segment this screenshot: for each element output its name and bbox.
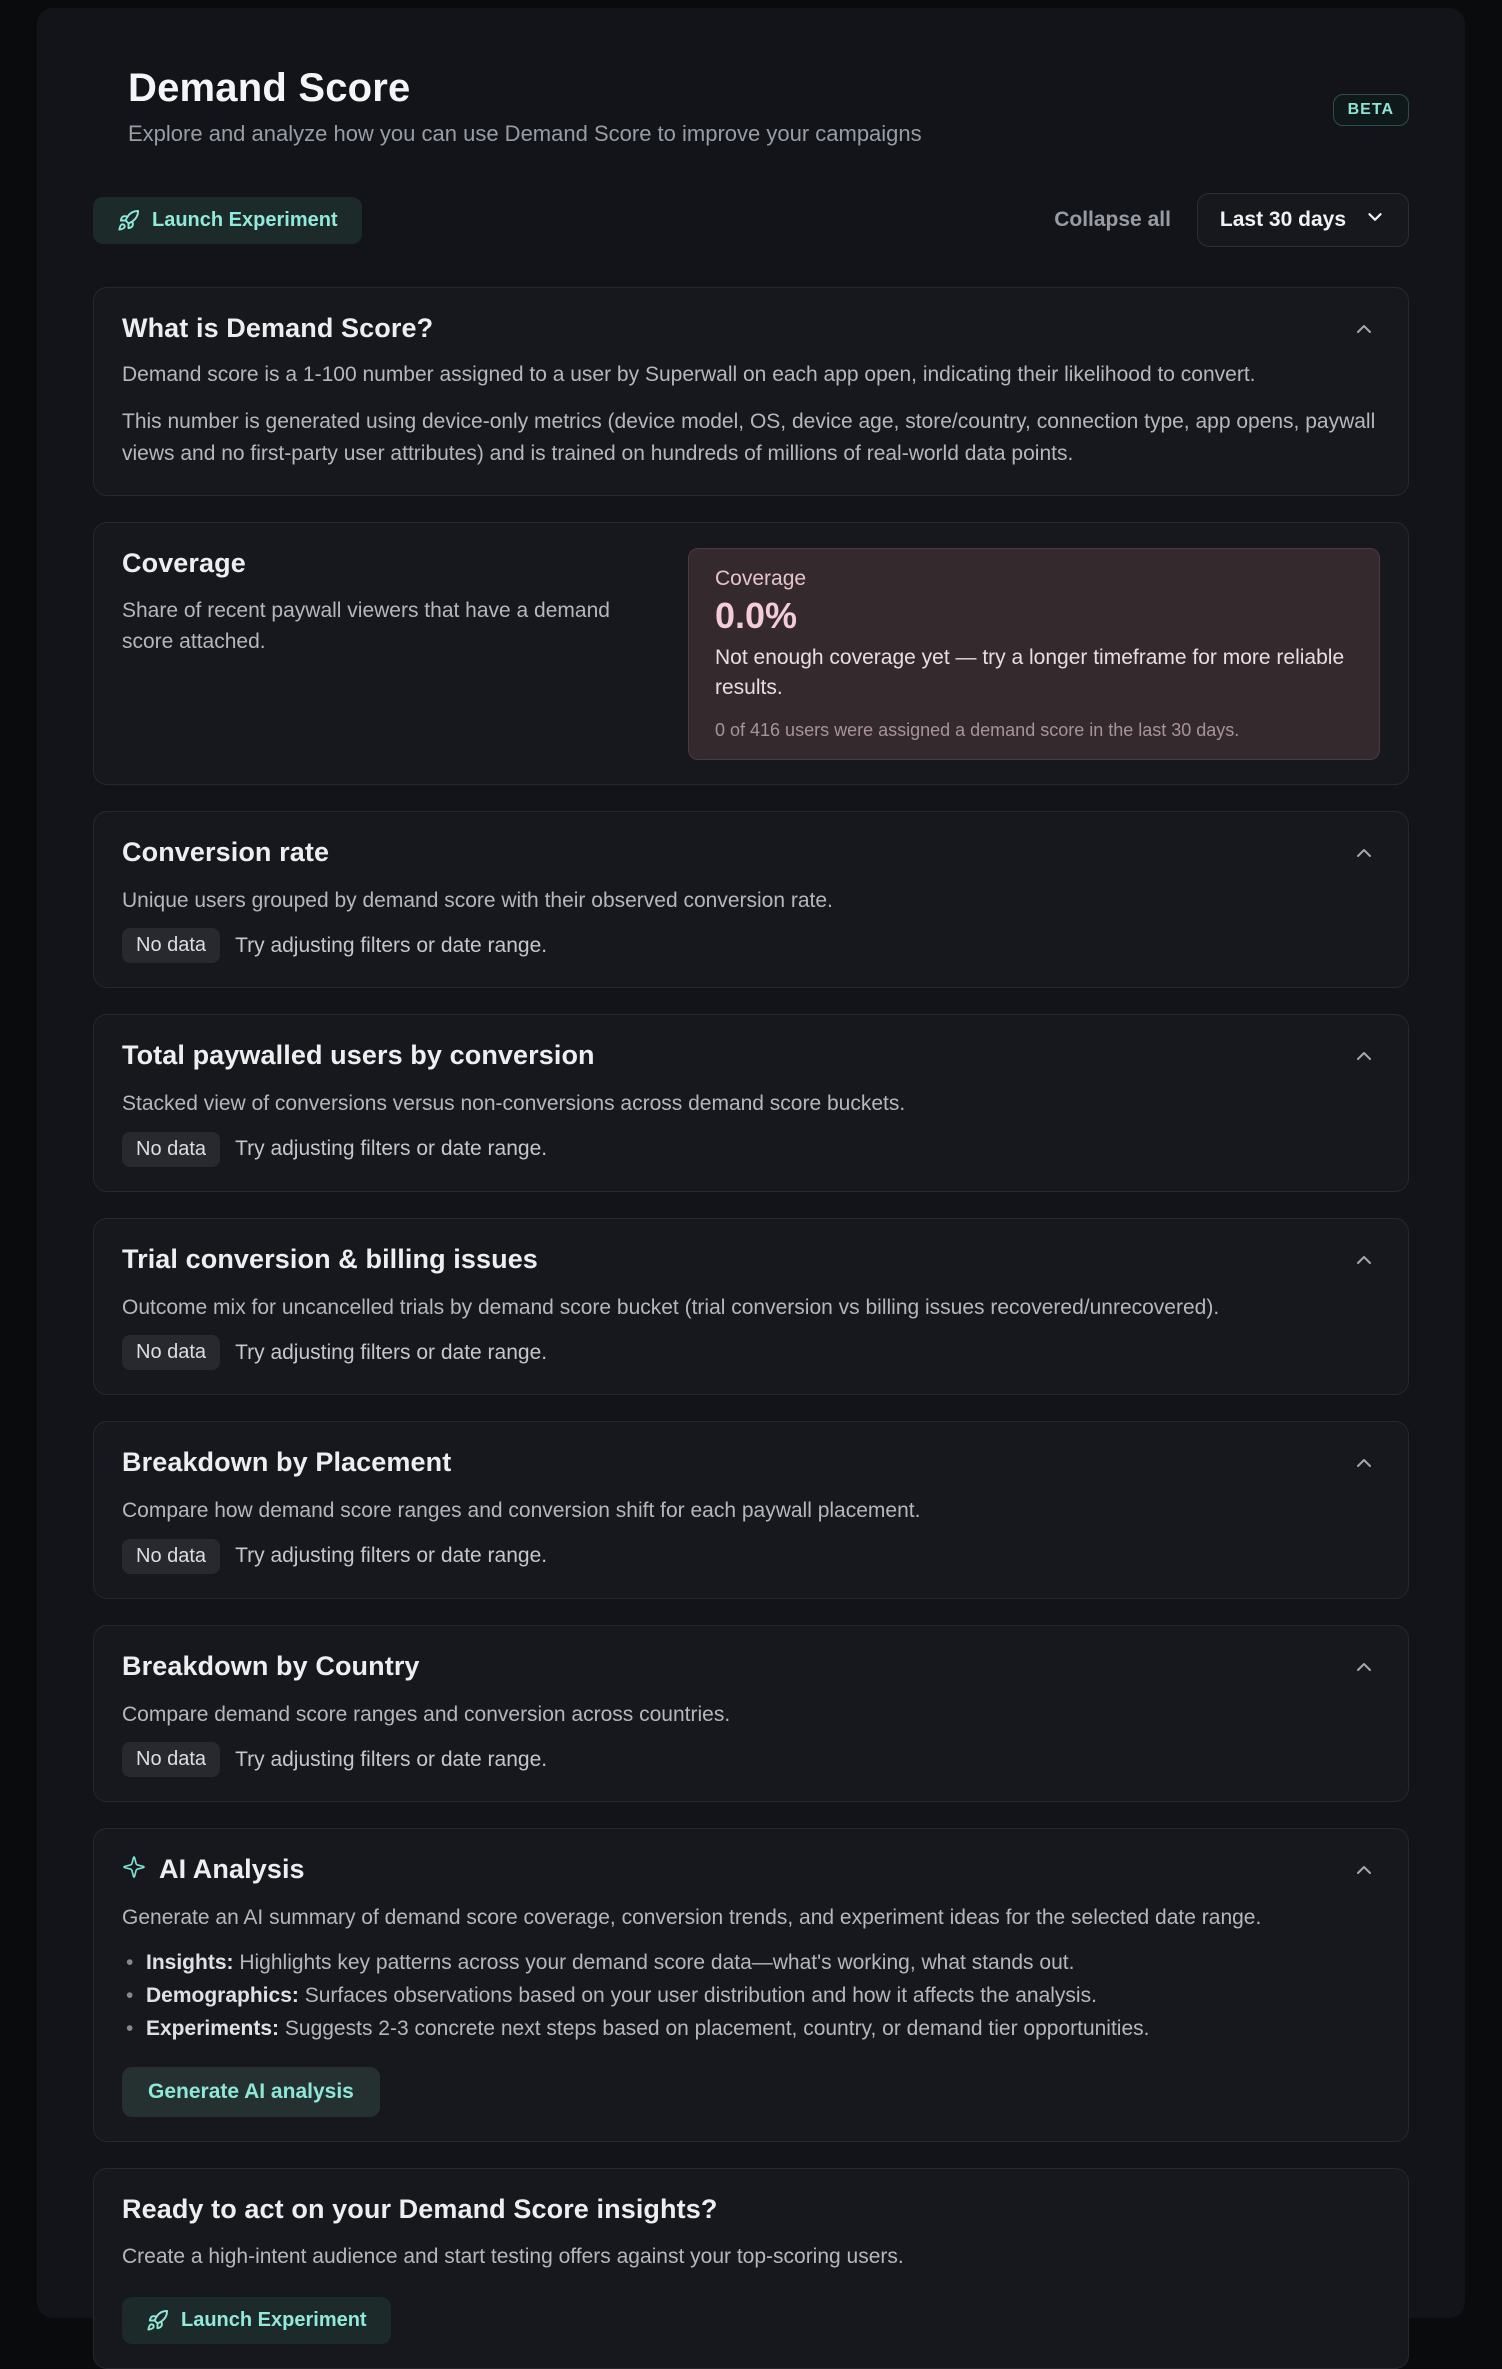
cta-description: Create a high-intent audience and start testing offers against your top-scoring users.: [122, 2245, 904, 2269]
collapse-section-button[interactable]: [1348, 1651, 1380, 1683]
toolbar: [93, 193, 1409, 247]
collapse-all-button[interactable]: Collapse all: [1054, 208, 1171, 231]
section-cta: [93, 2168, 1409, 2369]
section-header: [122, 1040, 1380, 1072]
chevron-up-icon: [1352, 329, 1376, 344]
chevron-up-icon: [1352, 1667, 1376, 1682]
section-title: Conversion rate: [122, 836, 330, 867]
rocket-icon: [117, 209, 140, 232]
ai-bullet-list: [122, 1946, 1380, 2046]
sparkle-icon: [122, 1855, 146, 1884]
section-title: Total paywalled users by conversion: [122, 1040, 595, 1071]
launch-experiment-label: Launch Experiment: [181, 2308, 367, 2331]
cta-button-row: [122, 2297, 1380, 2344]
section-header: [122, 1651, 1380, 1683]
section-header: [122, 1854, 1380, 1886]
coverage-stat-card: [688, 548, 1380, 760]
launch-experiment-button-bottom[interactable]: [122, 2297, 391, 2344]
section-conversion-rate: [93, 811, 1409, 989]
launch-experiment-label: Launch Experiment: [152, 208, 338, 231]
date-range-value: Last 30 days: [1219, 208, 1346, 231]
section-title: Breakdown by Country: [122, 1650, 420, 1681]
toolbar-right: [1054, 193, 1409, 247]
page-header: [93, 66, 1409, 147]
ai-bullet-demographics: [122, 1979, 1380, 2012]
section-breakdown-country: [93, 1625, 1409, 1803]
ai-bullet-insights: [122, 1946, 1380, 1979]
section-total-paywalled-users: [93, 1014, 1409, 1192]
no-data-row: [122, 1132, 1380, 1167]
no-data-row: [122, 1335, 1380, 1370]
chevron-up-icon: [1352, 1260, 1376, 1275]
chevron-down-icon: [1364, 206, 1386, 234]
collapse-section-button[interactable]: [1348, 1244, 1380, 1276]
section-title: Trial conversion & billing issues: [122, 1243, 538, 1274]
no-data-hint: Try adjusting filters or date range.: [235, 1340, 548, 1364]
what-is-paragraph-2: This number is generated using device-only metrics (device model, OS, device age, store/country, connection type, app opens, paywall views and no first-party user attributes) and is trained on hundreds of millions of real-world data points.: [122, 409, 1376, 466]
what-is-paragraph-1: Demand score is a 1-100 number assigned to a user by Superwall on each app open, indicating their likelihood to convert.: [122, 363, 1256, 386]
no-data-badge: No data: [122, 1742, 220, 1777]
section-description: Unique users grouped by demand score with their observed conversion rate.: [122, 888, 833, 912]
cta-title: Ready to act on your Demand Score insights?: [122, 2194, 718, 2225]
no-data-row: [122, 1539, 1380, 1574]
collapse-section-button[interactable]: [1348, 1854, 1380, 1886]
section-title: Breakdown by Placement: [122, 1447, 452, 1478]
launch-experiment-button[interactable]: [93, 197, 362, 244]
coverage-stat-value: 0.0%: [715, 594, 798, 636]
rocket-icon: [146, 2309, 169, 2332]
bullet-text: Suggests 2-3 concrete next steps based on placement, country, or demand tier opportunities.: [279, 2016, 1150, 2040]
no-data-badge: No data: [122, 1539, 220, 1574]
bullet-text: Surfaces observations based on your user distribution and how it affects the analysis.: [298, 1983, 1097, 2007]
section-description: Stacked view of conversions versus non-conversions across demand score buckets.: [122, 1092, 906, 1116]
section-description: Compare how demand score ranges and conversion shift for each paywall placement.: [122, 1499, 921, 1523]
section-title: Coverage: [122, 547, 246, 578]
no-data-row: [122, 1742, 1380, 1777]
page-title: Demand Score: [128, 66, 411, 110]
collapse-section-button[interactable]: [1348, 837, 1380, 869]
no-data-row: [122, 928, 1380, 963]
section-description: Compare demand score ranges and conversion across countries.: [122, 1702, 731, 1726]
no-data-hint: Try adjusting filters or date range.: [235, 1137, 548, 1161]
section-title: AI Analysis: [159, 1854, 305, 1885]
section-ai-analysis: [93, 1828, 1409, 2142]
coverage-stat-label: Coverage: [715, 566, 807, 590]
generate-ai-analysis-button[interactable]: Generate AI analysis: [122, 2067, 380, 2117]
page-subtitle: Explore and analyze how you can use Demand Score to improve your campaigns: [128, 121, 922, 146]
coverage-stat-message: Not enough coverage yet — try a longer timeframe for more reliable results.: [715, 645, 1345, 700]
collapse-section-button[interactable]: [1348, 1447, 1380, 1479]
section-title: What is Demand Score?: [122, 313, 434, 343]
section-coverage: [93, 522, 1409, 785]
chevron-up-icon: [1352, 1463, 1376, 1478]
bullet-label: Insights:: [146, 1950, 234, 1974]
collapse-section-button[interactable]: [1348, 1040, 1380, 1072]
ai-title-wrap: [122, 1854, 305, 1885]
section-description: Outcome mix for uncancelled trials by demand score bucket (trial conversion vs billing issues recovered/unrecovered).: [122, 1295, 1220, 1319]
section-breakdown-placement: [93, 1421, 1409, 1599]
no-data-hint: Try adjusting filters or date range.: [235, 1747, 548, 1771]
beta-badge: BETA: [1333, 94, 1409, 126]
no-data-badge: No data: [122, 1335, 220, 1370]
coverage-left: [122, 548, 642, 760]
ai-description: Generate an AI summary of demand score coverage, conversion trends, and experiment ideas for the selected date range.: [122, 1906, 1262, 1930]
section-trial-conversion: [93, 1218, 1409, 1396]
section-header: [122, 1244, 1380, 1276]
chevron-up-icon: [1352, 1056, 1376, 1071]
date-range-select[interactable]: [1197, 193, 1409, 247]
section-what-is-demand-score: [93, 287, 1409, 496]
bullet-label: Experiments:: [146, 2016, 280, 2040]
coverage-description: Share of recent paywall viewers that have a demand score attached.: [122, 598, 610, 654]
main-panel: [37, 8, 1465, 2331]
no-data-hint: Try adjusting filters or date range.: [235, 933, 548, 957]
bullet-label: Demographics:: [146, 1983, 299, 2007]
chevron-up-icon: [1352, 1870, 1376, 1885]
chevron-up-icon: [1352, 853, 1376, 868]
section-header: [122, 313, 1380, 345]
section-header: [122, 1447, 1380, 1479]
coverage-stat-footnote: 0 of 416 users were assigned a demand score in the last 30 days.: [715, 719, 1240, 740]
coverage-body: [122, 548, 1380, 760]
no-data-badge: No data: [122, 928, 220, 963]
no-data-badge: No data: [122, 1132, 220, 1167]
section-list: [93, 287, 1409, 2369]
section-header: [122, 837, 1380, 869]
ai-bullet-experiments: [122, 2012, 1380, 2045]
no-data-hint: Try adjusting filters or date range.: [235, 1544, 548, 1568]
bullet-text: Highlights key patterns across your demand score data—what's working, what stands out.: [233, 1950, 1075, 1974]
collapse-section-button[interactable]: [1348, 313, 1380, 345]
